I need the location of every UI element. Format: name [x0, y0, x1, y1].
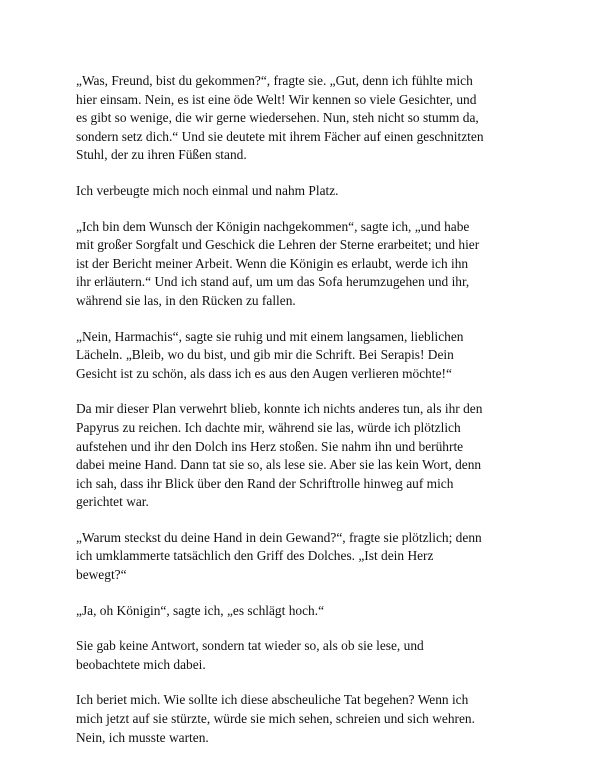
text-line: hier einsam. Nein, es ist eine öde Welt! Wir kennen so viele Gesichter, und	[76, 91, 477, 107]
text-line: bewegt?“	[76, 567, 127, 583]
paragraph	[76, 328, 536, 384]
text-line: aufstehen und ihr den Dolch ins Herz stoßen. Sie nahm ihn und berührte	[76, 438, 464, 454]
paragraph	[76, 602, 536, 621]
text-line: „Nein, Harmachis“, sagte sie ruhig und mit einem langsamen, lieblichen	[76, 328, 464, 344]
text-line: Stuhl, der zu ihren Füßen stand.	[76, 147, 247, 163]
text-line: „Warum steckst du deine Hand in dein Gewand?“, fragte sie plötzlich; denn	[76, 529, 482, 545]
paragraph	[76, 529, 536, 585]
paragraph	[76, 400, 536, 512]
text-line: Papyrus zu reichen. Ich dachte mir, während sie las, würde ich plötzlich	[76, 419, 461, 435]
document-page	[76, 72, 536, 764]
text-line: mich jetzt auf sie stürzte, würde sie mich sehen, schreien und sich wehren.	[76, 711, 475, 727]
paragraph	[76, 218, 536, 311]
text-line: beobachtete mich dabei.	[76, 656, 206, 672]
paragraph	[76, 182, 536, 201]
text-line: gerichtet war.	[76, 494, 149, 510]
text-line: Sie gab keine Antwort, sondern tat wieder so, als ob sie lese, und	[76, 638, 424, 654]
text-line: es gibt so wenige, die wir gerne wiedersehen. Nun, steh nicht so stumm da,	[76, 110, 479, 126]
text-line: dabei meine Hand. Dann tat sie so, als lese sie. Aber sie las kein Wort, denn	[76, 457, 482, 473]
paragraph	[76, 72, 536, 165]
text-line: Ich verbeugte mich noch einmal und nahm Platz.	[76, 182, 339, 198]
text-line: Gesicht ist zu schön, als dass ich es aus den Augen verlieren möchte!“	[76, 365, 452, 381]
text-line: sondern setz dich.“ Und sie deutete mit ihrem Fächer auf einen geschnitzten	[76, 128, 484, 144]
text-line: „Was, Freund, bist du gekommen?“, fragte sie. „Gut, denn ich fühlte mich	[76, 73, 473, 88]
text-line: ich sah, dass ihr Blick über den Rand der Schriftrolle hinweg auf mich	[76, 475, 454, 491]
text-line: Da mir dieser Plan verwehrt blieb, konnte ich nichts anderes tun, als ihr den	[76, 401, 483, 417]
text-line: Lächeln. „Bleib, wo du bist, und gib mir die Schrift. Bei Serapis! Dein	[76, 347, 454, 363]
text-line: Nein, ich musste warten.	[76, 729, 209, 745]
text-line: „Ich bin dem Wunsch der Königin nachgekommen“, sagte ich, „und habe	[76, 218, 470, 234]
text-line: ihr erläutern.“ Und ich stand auf, um um das Sofa herumzugehen und ihr,	[76, 274, 470, 290]
text-line: „Ja, oh Königin“, sagte ich, „es schlägt hoch.“	[76, 602, 325, 618]
text-line: während sie las, in den Rücken zu fallen.	[76, 292, 296, 308]
paragraph	[76, 691, 536, 747]
text-line: ich umklammerte tatsächlich den Griff des Dolches. „Ist dein Herz	[76, 548, 434, 564]
text-line: ist der Bericht meiner Arbeit. Wenn die Königin es erlaubt, werde ich ihn	[76, 255, 469, 271]
text-line: mit großer Sorgfalt und Geschick die Lehren der Sterne erarbeitet; und hier	[76, 237, 480, 253]
paragraph	[76, 637, 536, 674]
text-line: Ich beriet mich. Wie sollte ich diese abscheuliche Tat begehen? Wenn ich	[76, 692, 469, 708]
